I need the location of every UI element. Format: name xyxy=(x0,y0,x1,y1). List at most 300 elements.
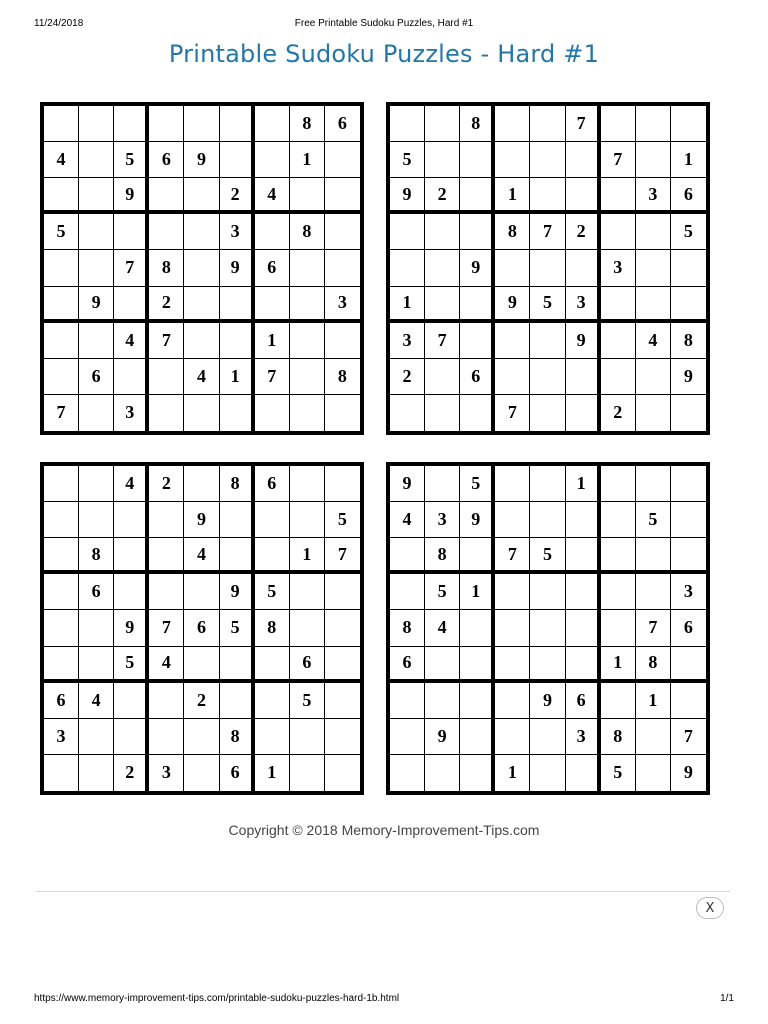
sudoku-cell xyxy=(44,287,79,323)
sudoku-cell: 3 xyxy=(390,323,425,359)
sudoku-cell xyxy=(460,755,495,791)
sudoku-cell xyxy=(149,538,184,574)
sudoku-cell xyxy=(149,106,184,142)
sudoku-cell: 1 xyxy=(495,178,530,214)
sudoku-cell: 4 xyxy=(114,323,149,359)
sudoku-cell: 1 xyxy=(601,647,636,683)
sudoku-cell xyxy=(325,214,360,250)
page-title: Printable Sudoku Puzzles - Hard #1 xyxy=(168,40,600,68)
sudoku-cell xyxy=(290,610,325,646)
sudoku-cell xyxy=(44,755,79,791)
sudoku-cell: 2 xyxy=(114,755,149,791)
sudoku-cell xyxy=(390,214,425,250)
sudoku-cell: 9 xyxy=(390,178,425,214)
sudoku-cell xyxy=(495,502,530,538)
sudoku-cell xyxy=(530,502,565,538)
sudoku-cell: 8 xyxy=(495,214,530,250)
sudoku-cell xyxy=(149,719,184,755)
sudoku-cell xyxy=(184,647,219,683)
sudoku-cell xyxy=(566,142,601,178)
sudoku-cell: 8 xyxy=(149,250,184,286)
sudoku-cell: 5 xyxy=(671,214,706,250)
sudoku-cell: 6 xyxy=(255,250,290,286)
sudoku-cell xyxy=(44,178,79,214)
sudoku-cell: 2 xyxy=(425,178,460,214)
sudoku-cell xyxy=(601,287,636,323)
sudoku-cell: 7 xyxy=(495,395,530,431)
copyright-notice: Copyright © 2018 Memory-Improvement-Tips.com xyxy=(228,822,540,838)
sudoku-cell: 3 xyxy=(149,755,184,791)
sudoku-cell xyxy=(530,647,565,683)
sudoku-puzzle-4 xyxy=(386,462,710,795)
sudoku-cell xyxy=(636,755,671,791)
sudoku-cell xyxy=(44,106,79,142)
sudoku-cell xyxy=(220,106,255,142)
sudoku-cell xyxy=(114,214,149,250)
sudoku-cell: 9 xyxy=(683,762,693,783)
print-date: 11/24/2018 xyxy=(34,18,84,29)
sudoku-cell xyxy=(255,395,290,431)
sudoku-cell xyxy=(390,719,425,755)
sudoku-cell xyxy=(636,106,671,142)
sudoku-cell xyxy=(671,466,706,502)
sudoku-cell: 2 xyxy=(149,287,184,323)
sudoku-cell: 8 xyxy=(290,106,325,142)
sudoku-cell: 3 xyxy=(220,214,255,250)
sudoku-cell xyxy=(184,178,219,214)
sudoku-cell xyxy=(79,395,114,431)
sudoku-cell: 4 xyxy=(390,502,425,538)
sudoku-cell: 1 xyxy=(671,142,706,178)
sudoku-cell: 3 xyxy=(671,574,706,610)
sudoku-cell: 6 xyxy=(184,610,219,646)
sudoku-cell xyxy=(495,683,530,719)
sudoku-cell xyxy=(325,178,360,214)
sudoku-cell xyxy=(390,106,425,142)
sudoku-cell: 9 xyxy=(114,610,149,646)
sudoku-cell: 7 xyxy=(425,323,460,359)
sudoku-cell xyxy=(530,574,565,610)
sudoku-cell: 3 xyxy=(44,719,79,755)
sudoku-cell xyxy=(255,502,290,538)
sudoku-cell: 5 xyxy=(325,502,360,538)
sudoku-cell: 8 xyxy=(220,719,255,755)
sudoku-cell xyxy=(255,538,290,574)
sudoku-cell: 5 xyxy=(114,142,149,178)
sudoku-cell: 9 xyxy=(114,178,149,214)
sudoku-cell: 8 xyxy=(255,610,290,646)
sudoku-cell xyxy=(601,683,636,719)
sudoku-cell: 8 xyxy=(671,323,706,359)
sudoku-cell xyxy=(566,647,601,683)
sudoku-cell xyxy=(636,142,671,178)
sudoku-cell xyxy=(290,178,325,214)
sudoku-cell: 1 xyxy=(290,142,325,178)
sudoku-cell xyxy=(220,323,255,359)
sudoku-cell xyxy=(601,323,636,359)
sudoku-cell: 8 xyxy=(425,538,460,574)
sudoku-cell: 4 xyxy=(114,466,149,502)
sudoku-cell xyxy=(495,647,530,683)
sudoku-cell xyxy=(601,610,636,646)
sudoku-cell xyxy=(601,178,636,214)
sudoku-cell: 9 xyxy=(184,142,219,178)
sudoku-cell xyxy=(255,214,290,250)
sudoku-cell: 9 xyxy=(220,574,255,610)
sudoku-cell xyxy=(79,647,114,683)
sudoku-cell: 4 xyxy=(636,323,671,359)
sudoku-cell xyxy=(460,323,495,359)
sudoku-cell xyxy=(290,755,325,791)
sudoku-cell xyxy=(460,538,495,574)
sudoku-cell xyxy=(425,214,460,250)
sudoku-cell xyxy=(325,647,360,683)
sudoku-cell xyxy=(671,683,706,719)
sudoku-cell xyxy=(425,683,460,719)
sudoku-cell xyxy=(566,610,601,646)
sudoku-cell xyxy=(460,647,495,683)
print-page-count: 1/1 xyxy=(720,993,734,1004)
sudoku-cell: 8 xyxy=(636,647,671,683)
sudoku-puzzle-2 xyxy=(386,102,710,435)
sudoku-cell xyxy=(495,359,530,395)
sudoku-cell xyxy=(184,287,219,323)
sudoku-cell: 3 xyxy=(325,287,360,323)
sudoku-cell xyxy=(325,683,360,719)
sudoku-cell xyxy=(325,323,360,359)
sudoku-cell xyxy=(530,106,565,142)
sudoku-cell xyxy=(114,538,149,574)
sudoku-cell xyxy=(425,755,460,791)
sudoku-cell: 5 xyxy=(530,538,565,574)
sudoku-cell xyxy=(290,359,325,395)
sudoku-cell xyxy=(390,683,425,719)
sudoku-cell: 2 xyxy=(220,178,255,214)
sudoku-cell xyxy=(460,610,495,646)
sudoku-cell xyxy=(114,287,149,323)
sudoku-cell: 5 xyxy=(636,502,671,538)
sudoku-cell xyxy=(530,395,565,431)
sudoku-cell: 4 xyxy=(184,359,219,395)
sudoku-cell xyxy=(149,178,184,214)
sudoku-cell xyxy=(44,323,79,359)
sudoku-cell xyxy=(425,250,460,286)
sudoku-cell: 5 xyxy=(220,610,255,646)
sudoku-cell xyxy=(44,359,79,395)
sudoku-cell: 9 xyxy=(530,683,565,719)
sudoku-cell xyxy=(44,610,79,646)
sudoku-cell xyxy=(566,250,601,286)
sudoku-cell: 6 xyxy=(566,683,601,719)
sudoku-cell: 4 xyxy=(184,538,219,574)
sudoku-cell xyxy=(114,683,149,719)
sudoku-cell: 8 xyxy=(220,466,255,502)
sudoku-cell xyxy=(425,142,460,178)
sudoku-cell xyxy=(601,574,636,610)
sudoku-cell xyxy=(425,395,460,431)
sudoku-cell xyxy=(114,106,149,142)
sudoku-cell xyxy=(671,502,706,538)
sudoku-cell: 1 xyxy=(566,466,601,502)
sudoku-cell: 5 xyxy=(460,466,495,502)
sudoku-cell xyxy=(290,574,325,610)
sudoku-cell: 7 xyxy=(255,359,290,395)
sudoku-cell: 7 xyxy=(530,214,565,250)
sudoku-cell: 6 xyxy=(79,574,114,610)
sudoku-cell xyxy=(325,610,360,646)
sudoku-cell xyxy=(460,719,495,755)
sudoku-cell: 5 xyxy=(530,287,565,323)
sudoku-cell: 9 xyxy=(460,250,495,286)
sudoku-cell: 4 xyxy=(79,683,114,719)
sudoku-cell: 3 xyxy=(566,287,601,323)
sudoku-cell xyxy=(114,502,149,538)
sudoku-cell: 7 xyxy=(44,395,79,431)
print-url: https://www.memory-improvement-tips.com/printable-sudoku-puzzles-hard-1b.html xyxy=(34,993,400,1004)
sudoku-cell: 6 xyxy=(149,142,184,178)
sudoku-cell: 7 xyxy=(325,538,360,574)
sudoku-cell xyxy=(114,574,149,610)
sudoku-cell: 2 xyxy=(566,214,601,250)
sudoku-cell xyxy=(601,502,636,538)
sudoku-cell: 9 xyxy=(460,502,495,538)
sudoku-cell: 3 xyxy=(566,719,601,755)
sudoku-cell: 5 xyxy=(114,647,149,683)
sudoku-cell xyxy=(495,574,530,610)
sudoku-cell xyxy=(290,287,325,323)
sudoku-cell: 3 xyxy=(601,250,636,286)
sudoku-cell: 1 xyxy=(255,323,290,359)
sudoku-cell xyxy=(325,395,360,431)
sudoku-cell xyxy=(184,106,219,142)
sudoku-cell xyxy=(220,683,255,719)
sudoku-cell: 7 xyxy=(671,719,706,755)
sudoku-cell xyxy=(601,538,636,574)
sudoku-cell xyxy=(184,719,219,755)
sudoku-cell: 6 xyxy=(671,610,706,646)
sudoku-cell xyxy=(184,395,219,431)
sudoku-cell xyxy=(425,359,460,395)
sudoku-cell xyxy=(44,466,79,502)
sudoku-cell xyxy=(79,755,114,791)
sudoku-cell xyxy=(149,502,184,538)
sudoku-cell xyxy=(255,287,290,323)
sudoku-cell xyxy=(44,538,79,574)
sudoku-cell xyxy=(390,574,425,610)
sudoku-cell xyxy=(220,142,255,178)
sudoku-cell xyxy=(566,178,601,214)
sudoku-cell: 9 xyxy=(79,287,114,323)
sudoku-cell xyxy=(79,466,114,502)
sudoku-cell xyxy=(220,287,255,323)
sudoku-cell: 9 xyxy=(495,287,530,323)
sudoku-cell: 5 xyxy=(425,574,460,610)
sudoku-cell: 6 xyxy=(325,106,360,142)
sudoku-cell xyxy=(79,106,114,142)
sudoku-cell xyxy=(325,755,360,791)
sudoku-cell: 5 xyxy=(601,755,636,791)
sudoku-cell xyxy=(255,647,290,683)
sudoku-cell: 7 xyxy=(114,250,149,286)
sudoku-cell xyxy=(671,250,706,286)
sudoku-cell xyxy=(79,610,114,646)
sudoku-cell: 5 xyxy=(290,683,325,719)
sudoku-cell xyxy=(566,502,601,538)
sudoku-cell: 8 xyxy=(325,359,360,395)
sudoku-cell xyxy=(636,214,671,250)
sudoku-cell: 3 xyxy=(636,178,671,214)
sudoku-cell: 4 xyxy=(44,142,79,178)
sudoku-cell xyxy=(460,683,495,719)
sudoku-cell xyxy=(149,683,184,719)
sudoku-cell xyxy=(601,214,636,250)
sudoku-cell xyxy=(530,466,565,502)
sudoku-cell: 6 xyxy=(290,647,325,683)
sudoku-cell: 7 xyxy=(566,106,601,142)
sudoku-cell xyxy=(44,647,79,683)
sudoku-cell xyxy=(220,538,255,574)
sudoku-cell xyxy=(325,719,360,755)
sudoku-cell xyxy=(460,395,495,431)
sudoku-cell xyxy=(255,142,290,178)
sudoku-cell: 9 xyxy=(220,250,255,286)
sudoku-cell xyxy=(184,574,219,610)
sudoku-cell: 3 xyxy=(425,502,460,538)
sudoku-cell: 1 xyxy=(220,359,255,395)
sudoku-cell xyxy=(601,466,636,502)
sudoku-cell xyxy=(530,719,565,755)
sudoku-cell xyxy=(79,250,114,286)
sudoku-cell: 1 xyxy=(390,287,425,323)
sudoku-cell: 7 xyxy=(149,610,184,646)
sudoku-cell xyxy=(290,250,325,286)
sudoku-cell: 6 xyxy=(460,359,495,395)
sudoku-cell: 8 xyxy=(460,106,495,142)
sudoku-cell xyxy=(149,359,184,395)
sudoku-cell xyxy=(44,250,79,286)
sudoku-cell xyxy=(566,755,601,791)
sudoku-cell xyxy=(290,502,325,538)
sudoku-cell xyxy=(460,142,495,178)
sudoku-cell xyxy=(530,359,565,395)
sudoku-cell xyxy=(636,574,671,610)
sudoku-cell: 5 xyxy=(390,142,425,178)
sudoku-cell xyxy=(184,250,219,286)
sudoku-cell xyxy=(220,502,255,538)
sudoku-cell xyxy=(530,323,565,359)
sudoku-cell xyxy=(79,142,114,178)
sudoku-cell: 7 xyxy=(495,538,530,574)
sudoku-cell xyxy=(220,647,255,683)
sudoku-cell: 4 xyxy=(425,610,460,646)
sudoku-cell xyxy=(566,574,601,610)
sudoku-cell: 3 xyxy=(114,395,149,431)
sudoku-cell xyxy=(636,538,671,574)
sudoku-cell xyxy=(255,106,290,142)
sudoku-cell xyxy=(79,502,114,538)
sudoku-cell: 7 xyxy=(601,142,636,178)
sudoku-cell xyxy=(325,574,360,610)
sudoku-cell xyxy=(79,214,114,250)
sudoku-cell: 9 xyxy=(390,466,425,502)
sudoku-cell xyxy=(636,359,671,395)
sudoku-cell xyxy=(255,683,290,719)
sudoku-cell: 5 xyxy=(255,574,290,610)
sudoku-cell: 2 xyxy=(390,359,425,395)
sudoku-cell: 4 xyxy=(255,178,290,214)
sudoku-cell: 9 xyxy=(184,502,219,538)
close-button[interactable]: X xyxy=(696,897,724,919)
sudoku-cell: 4 xyxy=(149,647,184,683)
sudoku-cell: 6 xyxy=(44,683,79,719)
sudoku-cell: 6 xyxy=(390,647,425,683)
sudoku-cell xyxy=(530,250,565,286)
sudoku-cell xyxy=(460,287,495,323)
sudoku-cell xyxy=(184,755,219,791)
sudoku-cell xyxy=(636,395,671,431)
sudoku-cell: 9 xyxy=(671,359,706,395)
sudoku-cell: 1 xyxy=(495,755,530,791)
sudoku-cell: 2 xyxy=(149,466,184,502)
sudoku-cell xyxy=(566,359,601,395)
sudoku-cell xyxy=(79,178,114,214)
sudoku-cell xyxy=(114,719,149,755)
sudoku-cell: 6 xyxy=(220,755,255,791)
sudoku-cell: 1 xyxy=(290,538,325,574)
sudoku-cell xyxy=(601,359,636,395)
sudoku-puzzle-1 xyxy=(40,102,364,435)
sudoku-cell xyxy=(149,574,184,610)
sudoku-cell xyxy=(44,574,79,610)
print-document-title: Free Printable Sudoku Puzzles, Hard #1 xyxy=(294,18,474,29)
sudoku-cell xyxy=(425,647,460,683)
sudoku-cell xyxy=(390,755,425,791)
sudoku-cell xyxy=(149,214,184,250)
divider xyxy=(36,891,730,892)
sudoku-cell: 7 xyxy=(636,610,671,646)
sudoku-cell xyxy=(390,395,425,431)
sudoku-cell xyxy=(671,287,706,323)
sudoku-cell: 6 xyxy=(671,178,706,214)
sudoku-cell xyxy=(425,106,460,142)
sudoku-cell xyxy=(255,719,290,755)
sudoku-cell xyxy=(184,323,219,359)
sudoku-cell xyxy=(390,250,425,286)
sudoku-cell xyxy=(495,610,530,646)
sudoku-cell xyxy=(184,214,219,250)
sudoku-cell: 1 xyxy=(636,683,671,719)
sudoku-cell: 2 xyxy=(184,683,219,719)
sudoku-cell xyxy=(290,719,325,755)
sudoku-cell xyxy=(495,106,530,142)
sudoku-cell xyxy=(530,178,565,214)
sudoku-cell xyxy=(79,323,114,359)
sudoku-cell xyxy=(495,466,530,502)
sudoku-cell: 6 xyxy=(79,359,114,395)
sudoku-cell: 1 xyxy=(460,574,495,610)
sudoku-cell xyxy=(671,106,706,142)
sudoku-cell xyxy=(495,250,530,286)
sudoku-cell: 9 xyxy=(566,323,601,359)
sudoku-puzzle-3 xyxy=(40,462,364,795)
sudoku-cell xyxy=(671,538,706,574)
sudoku-cell xyxy=(149,395,184,431)
sudoku-cell xyxy=(114,359,149,395)
sudoku-cell xyxy=(460,178,495,214)
sudoku-cell xyxy=(325,142,360,178)
sudoku-cell xyxy=(290,323,325,359)
sudoku-cell xyxy=(290,395,325,431)
